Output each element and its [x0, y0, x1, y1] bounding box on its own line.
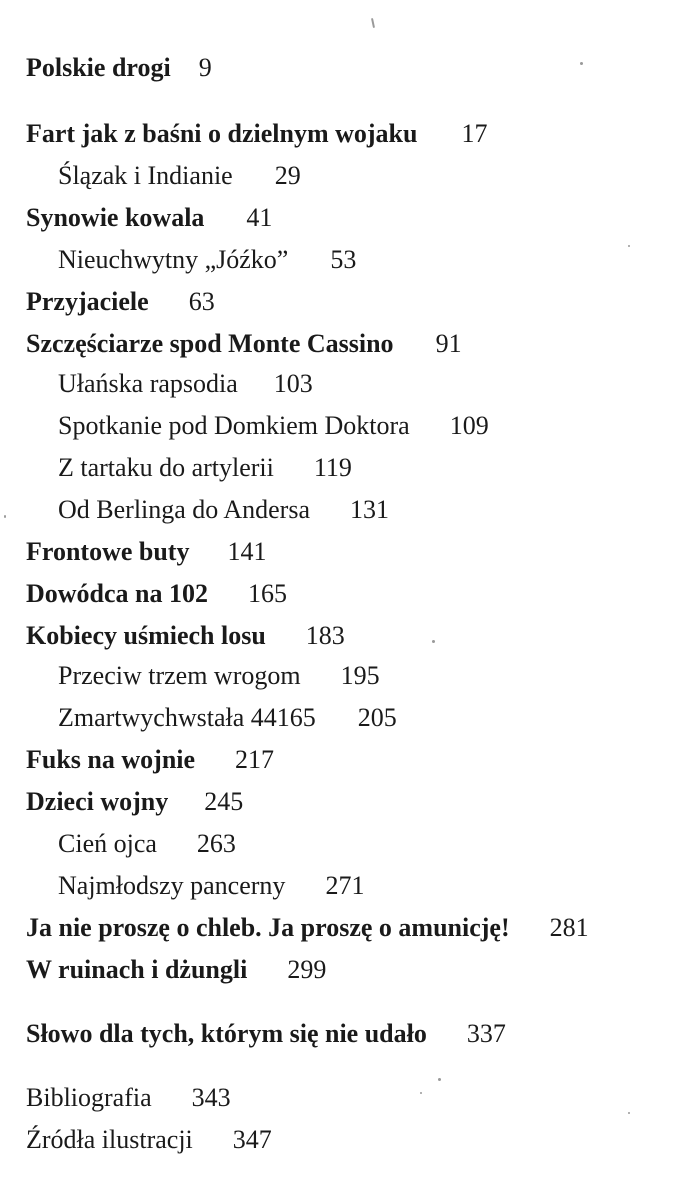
toc-entry-page-number: 103 [273, 369, 313, 398]
scan-speck [371, 18, 375, 28]
toc-entry [26, 954, 326, 986]
toc-entry-page-number: 263 [196, 829, 236, 858]
toc-entry-title: Przeciw trzem wrogom [58, 661, 301, 690]
toc-entry-title: Ułańska rapsodia [58, 369, 238, 398]
toc-entry-page-number: 205 [357, 703, 397, 732]
toc-entry [26, 786, 243, 818]
toc-entry-title: Fart jak z baśni o dzielnym wojaku [26, 119, 418, 148]
toc-entry [26, 536, 266, 568]
toc-entry-title: Kobiecy uśmiech losu [26, 621, 266, 650]
scan-speck [628, 245, 630, 247]
toc-entry-page-number: 245 [204, 787, 244, 816]
toc-entry-title: Od Berlinga do Andersa [58, 495, 311, 524]
toc-entry [58, 660, 380, 692]
toc-entry [26, 1082, 231, 1114]
toc-entry [58, 452, 352, 484]
toc-entry-page-number: 347 [232, 1125, 272, 1154]
toc-entry [26, 202, 272, 234]
toc-entry [58, 494, 389, 526]
toc-entry-title: Frontowe buty [26, 537, 190, 566]
toc-entry-page-number: 217 [235, 745, 275, 774]
toc-entry-page-number: 299 [287, 955, 327, 984]
toc-entry-page-number: 17 [461, 119, 488, 148]
toc-entry-page-number: 141 [227, 537, 267, 566]
scan-speck [420, 1092, 422, 1094]
toc-entry-page-number: 337 [466, 1019, 506, 1048]
toc-entry [26, 52, 212, 84]
scan-speck [628, 1112, 630, 1114]
toc-entry [58, 828, 236, 860]
toc-entry-title: Fuks na wojnie [26, 745, 196, 774]
toc-entry-page-number: 9 [198, 53, 212, 82]
toc-entry-title: Zmartwychwstała 44165 [58, 703, 316, 732]
toc-entry-title: Ja nie proszę o chleb. Ja proszę o amunicję! [26, 913, 510, 942]
toc-entry-page-number: 119 [313, 453, 352, 482]
toc-entry [26, 578, 287, 610]
toc-entry [26, 620, 345, 652]
toc-entry-title: Nieuchwytny „Jóźko” [58, 245, 289, 274]
toc-entry [26, 744, 274, 776]
toc-entry [26, 1018, 506, 1050]
toc-entry-title: Przyjaciele [26, 287, 149, 316]
toc-entry-title: W ruinach i dżungli [26, 955, 248, 984]
toc-entry [58, 410, 489, 442]
scan-speck [432, 640, 435, 643]
toc-entry-title: Najmłodszy pancerny [58, 871, 286, 900]
toc-entry-page-number: 109 [449, 411, 489, 440]
toc-entry [26, 286, 215, 318]
toc-entry [26, 118, 487, 150]
toc-entry-page-number: 63 [188, 287, 215, 316]
toc-entry [58, 702, 397, 734]
toc-entry-title: Synowie kowala [26, 203, 205, 232]
toc-entry-page-number: 343 [191, 1083, 231, 1112]
toc-entry-title: Polskie drogi [26, 53, 171, 82]
toc-entry-page-number: 41 [246, 203, 273, 232]
toc-entry-page-number: 91 [435, 329, 462, 358]
toc-entry-title: Bibliografia [26, 1083, 152, 1112]
toc-entry-page-number: 281 [549, 913, 589, 942]
toc-entry-page-number: 195 [340, 661, 380, 690]
toc-entry-page-number: 183 [305, 621, 345, 650]
toc-entry-title: Spotkanie pod Domkiem Doktora [58, 411, 410, 440]
toc-entry-title: Cień ojca [58, 829, 157, 858]
toc-entry-page-number: 271 [325, 871, 365, 900]
toc-entry-title: Ślązak i Indianie [58, 161, 233, 190]
toc-entry-title: Dzieci wojny [26, 787, 169, 816]
scan-speck [4, 515, 6, 518]
toc-entry-title: Z tartaku do artylerii [58, 453, 274, 482]
toc-entry [26, 328, 462, 360]
toc-entry-page-number: 53 [330, 245, 357, 274]
scan-speck [580, 62, 583, 65]
toc-entry-title: Słowo dla tych, którym się nie udało [26, 1019, 427, 1048]
toc-entry-page-number: 29 [274, 161, 301, 190]
toc-entry [58, 870, 364, 902]
toc-entry [58, 368, 313, 400]
toc-entry-title: Dowódca na 102 [26, 579, 209, 608]
toc-entry-title: Szczęściarze spod Monte Cassino [26, 329, 394, 358]
toc-entry-page-number: 165 [248, 579, 288, 608]
toc-entry-title: Źródła ilustracji [26, 1125, 193, 1154]
toc-entry [26, 912, 589, 944]
scan-speck [438, 1078, 441, 1081]
toc-entry [26, 1124, 272, 1156]
toc-entry [58, 160, 301, 192]
toc-entry [58, 244, 356, 276]
toc-entry-page-number: 131 [350, 495, 390, 524]
